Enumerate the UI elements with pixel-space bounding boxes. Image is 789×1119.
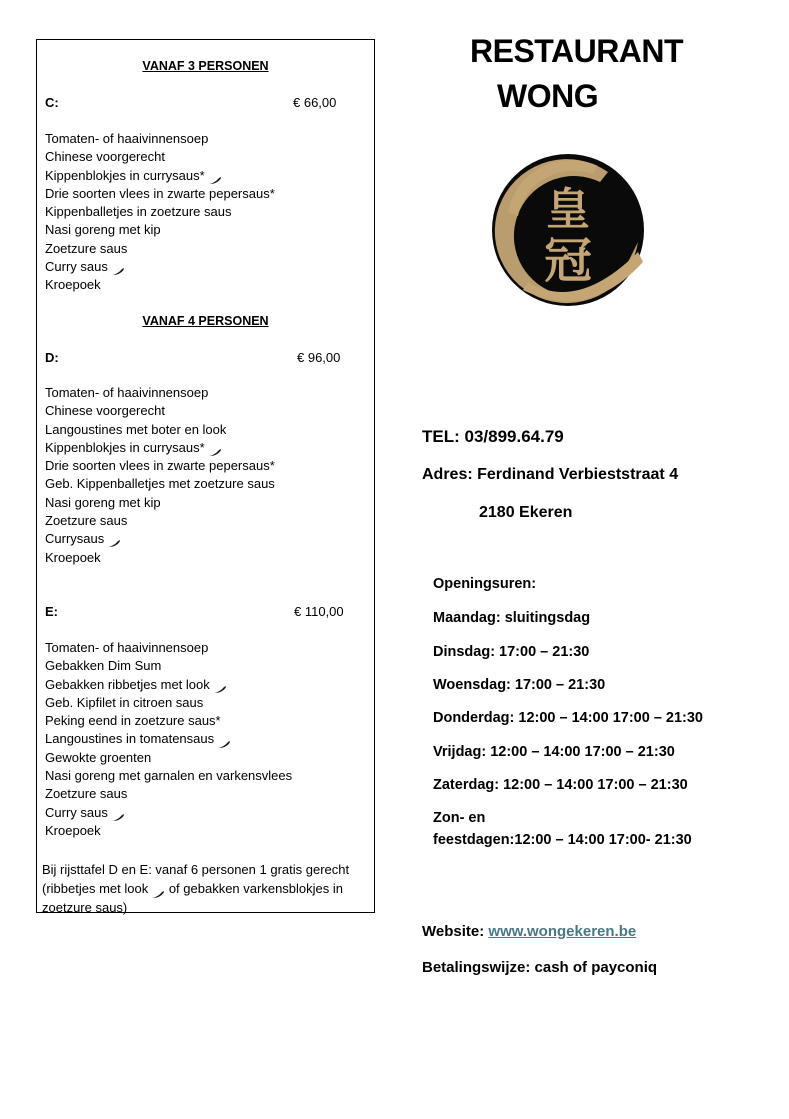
menu-item: Tomaten- of haaivinnensoep bbox=[45, 385, 209, 400]
menu-item: Tomaten- of haaivinnensoep bbox=[45, 131, 209, 146]
menu-item: Geb. Kippenballetjes met zoetzure saus bbox=[45, 476, 275, 492]
opening-hours-line: Zon- en bbox=[433, 810, 486, 826]
menu-item: Chinese voorgerecht bbox=[45, 149, 165, 165]
restaurant-title-line2: WONG bbox=[497, 78, 599, 114]
opening-hours-line: Dinsdag: 17:00 – 21:30 bbox=[433, 644, 590, 660]
telephone: TEL: 03/899.64.79 bbox=[422, 427, 564, 446]
group-note: Bij rijsttafel D en E: vanaf 6 personen 1 gratis gerecht (ribbetjes met look of gebakken varkensblokjes in zoetzure saus) bbox=[42, 862, 350, 915]
menu-item: Curry saus bbox=[45, 258, 275, 276]
chili-pepper-icon bbox=[208, 172, 222, 181]
menu-item: Drie soorten vlees in zwarte pepersaus* bbox=[45, 185, 275, 201]
website-line: Website: www.wongekeren.be bbox=[422, 923, 637, 940]
price-e: € 110,00 bbox=[294, 604, 344, 619]
menu-item: Tomaten- of haaivinnensoep bbox=[45, 640, 209, 655]
menu-item: Chinese voorgerecht bbox=[45, 403, 165, 419]
opening-hours-line: Woensdag: 17:00 – 21:30 bbox=[433, 677, 606, 693]
chili-pepper-icon bbox=[111, 809, 125, 818]
restaurant-title-line1: RESTAURANT bbox=[470, 33, 684, 69]
menu-code-d: D: bbox=[45, 350, 59, 365]
menu-item: Gewokte groenten bbox=[45, 749, 152, 765]
price-d: € 96,00 bbox=[297, 350, 341, 365]
price-c: € 66,00 bbox=[293, 95, 337, 110]
section-heading-4-persons: VANAF 4 PERSONEN bbox=[142, 314, 269, 328]
menu-item: Zoetzure saus bbox=[45, 786, 128, 802]
menu-item: Nasi goreng met garnalen en varkensvlees bbox=[45, 768, 293, 784]
menu-item: Langoustines in tomatensaus bbox=[45, 730, 292, 748]
opening-hours-line: Maandag: sluitingsdag bbox=[433, 610, 591, 626]
city: 2180 Ekeren bbox=[479, 504, 573, 521]
payment-methods: Betalingswijze: cash of payconiq bbox=[422, 959, 658, 976]
items-list-e bbox=[45, 639, 292, 840]
opening-hours-line: Vrijdag: 12:00 – 14:00 17:00 – 21:30 bbox=[433, 744, 675, 760]
menu-item: Kroepoek bbox=[45, 549, 101, 565]
opening-hours-line: feestdagen:12:00 – 14:00 17:00- 21:30 bbox=[433, 832, 692, 848]
menu-item: Kippenblokjes in currysaus* bbox=[45, 439, 275, 457]
chili-pepper-icon bbox=[107, 535, 121, 544]
chili-pepper-icon bbox=[208, 444, 222, 453]
menu-code-c: C: bbox=[45, 95, 59, 110]
opening-hours-line: Zaterdag: 12:00 – 14:00 17:00 – 21:30 bbox=[433, 777, 688, 793]
chili-pepper-icon bbox=[151, 885, 165, 894]
items-list-c bbox=[45, 130, 275, 295]
menu-item: Geb. Kipfilet in citroen saus bbox=[45, 694, 204, 710]
chili-pepper-icon bbox=[111, 263, 125, 272]
menu-item: Gebakken Dim Sum bbox=[45, 658, 162, 674]
opening-hours-heading: Openingsuren: bbox=[433, 576, 537, 592]
menu-item: Curry saus bbox=[45, 804, 292, 822]
menu-item: Kippenblokjes in currysaus* bbox=[45, 167, 275, 185]
svg-text:冠: 冠 bbox=[543, 233, 593, 289]
restaurant-logo bbox=[488, 152, 648, 312]
rijsttafel-menu-box bbox=[36, 39, 375, 913]
menu-item: Kroepoek bbox=[45, 277, 101, 293]
menu-item: Nasi goreng met kip bbox=[45, 222, 161, 238]
menu-item: Currysaus bbox=[45, 530, 275, 548]
menu-item: Gebakken ribbetjes met look bbox=[45, 676, 292, 694]
section-heading-3-persons: VANAF 3 PERSONEN bbox=[142, 59, 269, 73]
chili-pepper-icon bbox=[217, 736, 231, 745]
menu-item: Nasi goreng met kip bbox=[45, 494, 161, 510]
address: Adres: Ferdinand Verbieststraat 4 bbox=[422, 466, 679, 483]
chili-pepper-icon bbox=[213, 681, 227, 690]
menu-item: Langoustines met boter en look bbox=[45, 421, 227, 437]
menu-code-e: E: bbox=[45, 604, 59, 619]
menu-item: Peking eend in zoetzure saus* bbox=[45, 713, 221, 729]
opening-hours-line: Donderdag: 12:00 – 14:00 17:00 – 21:30 bbox=[433, 710, 703, 726]
menu-item: Zoetzure saus bbox=[45, 513, 128, 529]
website-link[interactable]: www.wongekeren.be bbox=[488, 923, 637, 940]
items-list-d bbox=[45, 384, 275, 567]
svg-text:皇: 皇 bbox=[546, 184, 590, 235]
menu-item: Drie soorten vlees in zwarte pepersaus* bbox=[45, 458, 275, 474]
menu-item: Kippenballetjes in zoetzure saus bbox=[45, 204, 232, 220]
menu-item: Zoetzure saus bbox=[45, 240, 128, 256]
menu-item: Kroepoek bbox=[45, 822, 101, 838]
